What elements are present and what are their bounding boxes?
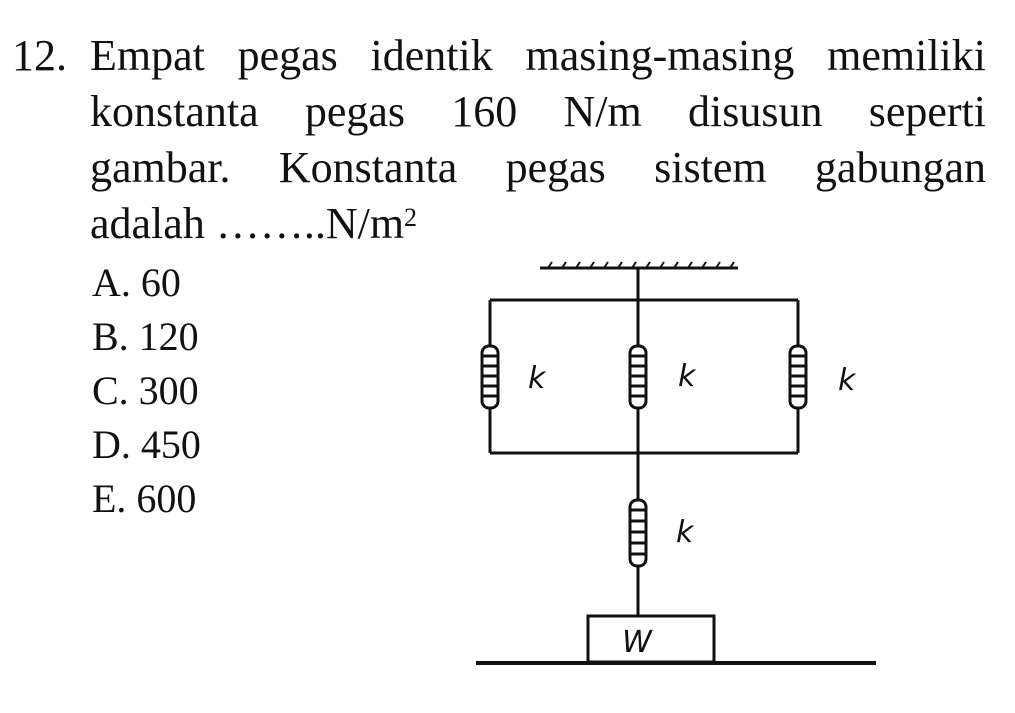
question-number: 12. xyxy=(12,31,67,80)
unit-exponent: 2 xyxy=(404,203,418,232)
question-line: konstanta pegas 160 N/m disusun seperti xyxy=(90,87,986,136)
spring-label-middle: k xyxy=(678,359,696,394)
spring-label-series: k xyxy=(676,515,694,550)
option-b[interactable]: B. 120 xyxy=(92,314,199,359)
option-a[interactable]: A. 60 xyxy=(92,260,181,305)
question-line: Empat pegas identik masing-masing memiliki xyxy=(90,31,986,80)
option-c[interactable]: C. 300 xyxy=(92,368,199,413)
question-line-text: adalah ……..N/m xyxy=(90,199,405,248)
spring-label-right: k xyxy=(838,363,856,398)
ceiling xyxy=(540,262,738,268)
spring-left xyxy=(482,300,498,453)
spring-right xyxy=(790,300,806,453)
option-d[interactable]: D. 450 xyxy=(92,422,201,467)
spring-label-left: k xyxy=(528,361,546,396)
spring-middle xyxy=(630,300,646,453)
option-e[interactable]: E. 600 xyxy=(92,476,197,521)
question-line: gambar. Konstanta pegas sistem gabungan xyxy=(90,143,986,192)
mass-label: W xyxy=(622,625,652,660)
spring-series xyxy=(630,453,646,616)
